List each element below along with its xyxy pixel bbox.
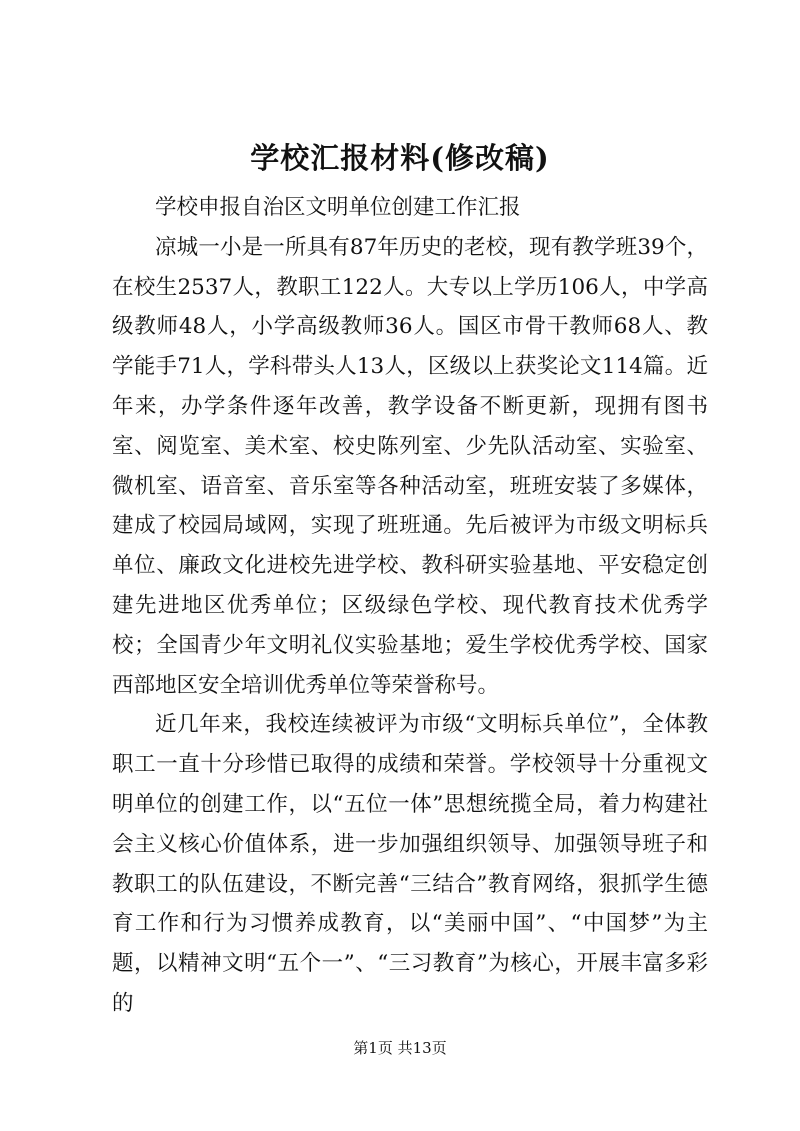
page-footer: 第1页 共13页 xyxy=(353,1039,447,1057)
document-title: 学校汇报材料(修改稿) xyxy=(250,141,550,175)
document-body xyxy=(112,188,708,1024)
paragraph-school-intro: 凉城一小是一所具有87年历史的老校，现有教学班39个，在校生2537人，教职工122人。大专以上学历106人，中学高级教师48人，小学高级教师36人。国区市骨干教师68人、教学能手71人，学科带头人13人，区级以上获奖论文114篇。近年来，办学条件逐年改善，教学设备不断更新，现拥有图书室、阅览室、美术室、校史陈列室、少先队活动室、实验室、微机室、语音室、音乐室等各种活动室，班班安装了多媒体，建成了校园局域网，实现了班班通。先后被评为市级文明标兵单位、廉政文化进校先进学校、教科研实验基地、平安稳定创建先进地区优秀单位；区级绿色学校、现代教育技术优秀学校；全国青少年文明礼仪实验基地；爱生学校优秀学校、国家西部地区安全培训优秀单位等荣誉称号。 xyxy=(112,234,708,698)
paragraph-subtitle: 学校申报自治区文明单位创建工作汇报 xyxy=(155,195,521,220)
paragraph-civilization-work: 近几年来，我校连续被评为市级“文明标兵单位”，全体教职工一直十分珍惜已取得的成绩和荣誉。学校领导十分重视文明单位的创建工作，以“五位一体”思想统揽全局，着力构建社会主义核心价值体系，进一步加强组织领导、加强领导班子和教职工的队伍建设，不断完善“三结合”教育网络，狠抓学生德育工作和行为习惯养成教育，以“美丽中国”、“中国梦”为主题，以精神文明“五个一”、“三习教育”为核心，开展丰富多彩的 xyxy=(112,712,708,1016)
